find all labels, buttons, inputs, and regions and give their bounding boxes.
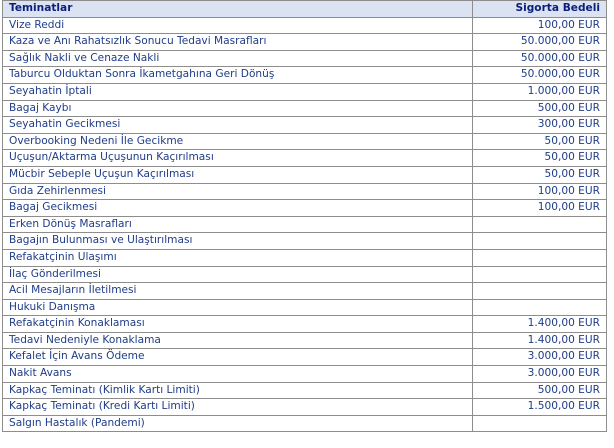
coverage-amount-cell [473,233,607,250]
table-row [3,17,607,34]
coverage-amount-cell [473,266,607,283]
table-header-row [3,1,607,18]
coverage-amount-cell: 1.400,00 EUR [473,316,607,333]
coverage-name-cell: Uçuşun/Aktarma Uçuşunun Kaçırılması [3,150,473,167]
coverage-name-cell: Refakatçinin Ulaşımı [3,249,473,266]
table-row [3,332,607,349]
coverage-name-cell: Tedavi Nedeniyle Konaklama [3,332,473,349]
table-row [3,83,607,100]
coverage-amount-cell: 50.000,00 EUR [473,34,607,51]
coverage-name-cell: Vize Reddi [3,17,473,34]
table-row [3,299,607,316]
table-row [3,200,607,217]
coverage-name-cell: Bagajın Bulunması ve Ulaştırılması [3,233,473,250]
coverage-amount-cell: 100,00 EUR [473,200,607,217]
coverage-amount-cell: 100,00 EUR [473,183,607,200]
coverage-amount-cell: 50,00 EUR [473,166,607,183]
coverage-name-cell: İlaç Gönderilmesi [3,266,473,283]
coverage-amount-cell: 500,00 EUR [473,382,607,399]
coverage-name-cell: Overbooking Nedeni İle Gecikme [3,133,473,150]
coverage-amount-cell [473,216,607,233]
table-body [3,17,607,432]
coverage-amount-cell [473,249,607,266]
table-row [3,415,607,432]
coverage-name-cell: Kefalet İçin Avans Ödeme [3,349,473,366]
table-row [3,34,607,51]
coverage-name-cell: Hukuki Danışma [3,299,473,316]
coverage-name-cell: Sağlık Nakli ve Cenaze Nakli [3,50,473,67]
table-row [3,50,607,67]
coverage-amount-cell: 1.500,00 EUR [473,399,607,416]
table-row [3,183,607,200]
table-row [3,349,607,366]
table-row [3,216,607,233]
coverage-amount-cell: 3.000,00 EUR [473,349,607,366]
table-row [3,316,607,333]
coverage-amount-cell [473,415,607,432]
coverage-amount-cell: 500,00 EUR [473,100,607,117]
coverage-name-cell: Seyahatin Gecikmesi [3,117,473,134]
coverage-name-cell: Taburcu Olduktan Sonra İkametgahına Geri Dönüş [3,67,473,84]
coverage-name-cell: Erken Dönüş Masrafları [3,216,473,233]
coverage-amount-cell [473,283,607,300]
coverage-name-cell: Mücbir Sebeple Uçuşun Kaçırılması [3,166,473,183]
coverage-amount-cell: 50,00 EUR [473,133,607,150]
table-row [3,233,607,250]
table-row [3,382,607,399]
table-row [3,133,607,150]
coverage-name-cell: Kapkaç Teminatı (Kimlik Kartı Limiti) [3,382,473,399]
coverage-amount-cell: 50,00 EUR [473,150,607,167]
coverage-amount-cell: 1.400,00 EUR [473,332,607,349]
table-row [3,249,607,266]
table-row [3,150,607,167]
coverage-amount-cell: 50.000,00 EUR [473,50,607,67]
table-row [3,166,607,183]
coverage-amount-cell: 100,00 EUR [473,17,607,34]
coverage-name-cell: Kaza ve Anı Rahatsızlık Sonucu Tedavi Masrafları [3,34,473,51]
coverage-name-cell: Kapkaç Teminatı (Kredi Kartı Limiti) [3,399,473,416]
coverage-amount-cell: 50.000,00 EUR [473,67,607,84]
header-coverage: Teminatlar [3,1,473,18]
table-row [3,100,607,117]
coverage-name-cell: Salgın Hastalık (Pandemi) [3,415,473,432]
table-row [3,117,607,134]
coverage-name-cell: Refakatçinin Konaklaması [3,316,473,333]
header-amount: Sigorta Bedeli [473,1,607,18]
coverage-name-cell: Bagaj Kaybı [3,100,473,117]
table-row [3,366,607,383]
coverage-amount-cell: 1.000,00 EUR [473,83,607,100]
coverage-table [2,0,607,432]
table-row [3,283,607,300]
coverage-name-cell: Acil Mesajların İletilmesi [3,283,473,300]
table-row [3,67,607,84]
coverage-amount-cell: 3.000,00 EUR [473,366,607,383]
coverage-amount-cell: 300,00 EUR [473,117,607,134]
coverage-name-cell: Seyahatin İptali [3,83,473,100]
table-row [3,399,607,416]
table-row [3,266,607,283]
coverage-name-cell: Nakit Avans [3,366,473,383]
coverage-amount-cell [473,299,607,316]
coverage-name-cell: Gıda Zehirlenmesi [3,183,473,200]
coverage-table-container [2,0,606,432]
coverage-name-cell: Bagaj Gecikmesi [3,200,473,217]
